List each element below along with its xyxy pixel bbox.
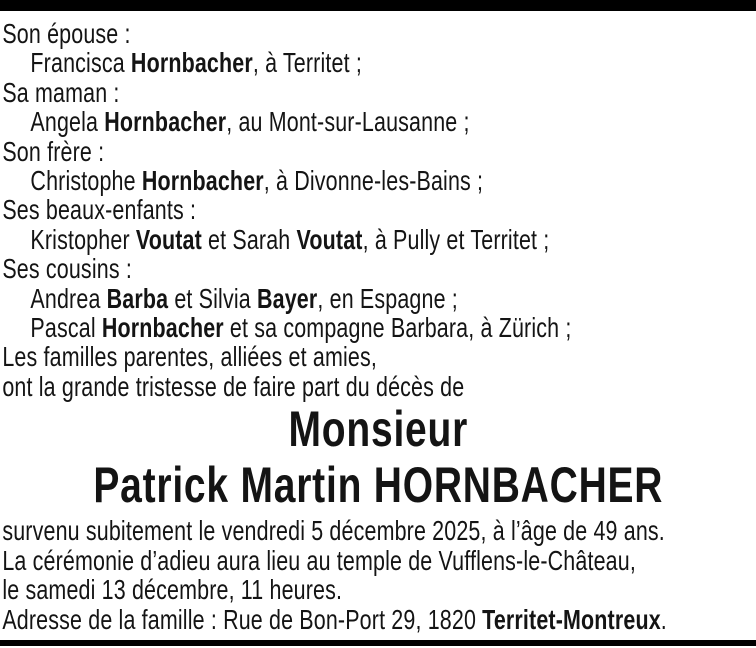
deceased-name: Patrick Martin HORNBACHER [93, 457, 664, 514]
notice-line [2, 225, 756, 254]
notice-text: Pascal [30, 312, 102, 344]
notice-text: , au Mont-sur-Lausanne ; [226, 106, 470, 138]
family-name-bold: Voutat [296, 223, 363, 255]
notice-line [2, 605, 756, 634]
family-name-bold: Bayer [256, 282, 318, 314]
notice-line [2, 166, 756, 195]
family-name-bold: Hornbacher [101, 312, 224, 344]
family-name-bold: Hornbacher [130, 47, 253, 79]
notice-line [2, 342, 756, 371]
notice-line [2, 195, 756, 224]
notice-text: Son frère : [2, 135, 105, 167]
family-name-bold: Territet-Montreux [482, 603, 661, 635]
notice-line [2, 19, 756, 48]
notice-text: , en Espagne ; [317, 282, 458, 314]
notice-text: , à Pully et Territet ; [362, 223, 550, 255]
notice-content [0, 11, 756, 634]
deceased-title: Monsieur [288, 401, 469, 458]
notice-line [2, 516, 756, 545]
notice-text: , à Divonne-les-Bains ; [263, 165, 484, 197]
notice-text: Adresse de la famille : Rue de Bon-Port 29, 1820 [2, 603, 483, 635]
notice-text: , à Territet ; [252, 47, 362, 79]
notice-line [2, 313, 756, 342]
notice-text: et sa compagne Barbara, à Zürich ; [223, 312, 572, 344]
notice-line [2, 372, 756, 401]
bottom-border-bar [0, 640, 756, 646]
notice-text: . [660, 603, 667, 635]
notice-text: Francisca [30, 47, 131, 79]
notice-line [2, 254, 756, 283]
notice-text: Kristopher [30, 223, 136, 255]
notice-text: ont la grande tristesse de faire part du décès de [2, 370, 465, 402]
notice-text: Les familles parentes, alliées et amies, [2, 341, 377, 373]
ceremony-details [0, 516, 756, 634]
notice-line [2, 107, 756, 136]
notice-line [2, 78, 756, 107]
top-border-bar [0, 0, 756, 11]
notice-text: Angela [30, 106, 105, 138]
notice-text: le samedi 13 décembre, 11 heures. [2, 574, 343, 606]
notice-text: Son épouse : [2, 18, 131, 49]
notice-text: Andrea [30, 282, 107, 314]
notice-line [2, 546, 756, 575]
relatives-list [0, 19, 756, 401]
family-name-bold: Barba [106, 282, 169, 314]
family-name-bold: Voutat [135, 223, 202, 255]
notice-text: Christophe [30, 165, 142, 197]
notice-text: et Sarah [201, 223, 297, 255]
notice-line [2, 284, 756, 313]
notice-text: survenu subitement le vendredi 5 décembre 2025, à l’âge de 49 ans. [2, 515, 665, 547]
notice-text: Sa maman : [2, 76, 120, 108]
notice-line [2, 575, 756, 604]
notice-text: Ses beaux-enfants : [2, 194, 197, 226]
notice-text: La cérémonie d’adieu aura lieu au temple de Vufflens-le-Château, [2, 544, 636, 576]
notice-line [2, 48, 756, 77]
notice-text: et Silvia [168, 282, 257, 314]
notice-text: Ses cousins : [2, 253, 132, 285]
notice-line [2, 137, 756, 166]
family-name-bold: Hornbacher [141, 165, 264, 197]
title-block [0, 401, 756, 513]
family-name-bold: Hornbacher [104, 106, 227, 138]
